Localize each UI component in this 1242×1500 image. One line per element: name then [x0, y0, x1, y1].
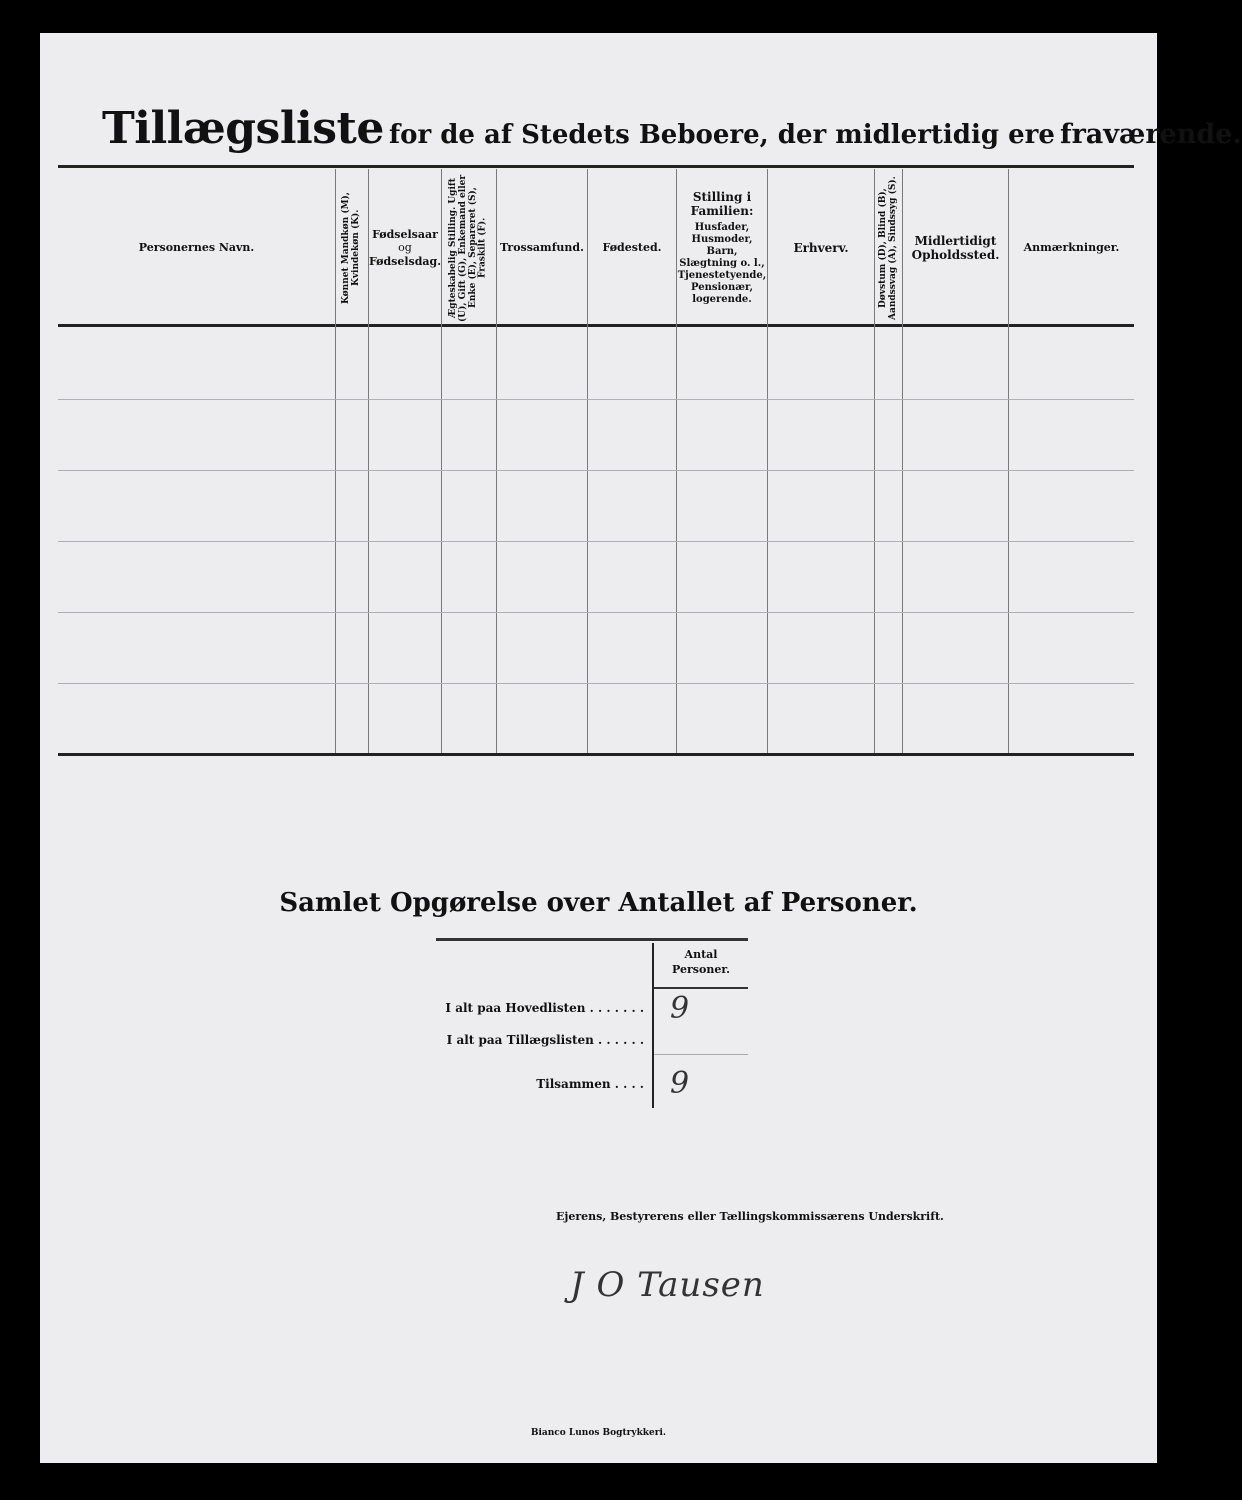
table-bottom-rule — [58, 753, 1134, 756]
printer-imprint: Bianco Lunos Bogtrykkeri. — [530, 1428, 667, 1438]
header-marital: Ægteskabelig Stilling. Ugift (U), Gift (G), Enkemand eller Enke (E), Separeret (S), Fraskilt (F). — [448, 174, 488, 322]
header-birth: Fødselsaar og Fødselsdag. — [368, 228, 442, 268]
summary-row-line — [654, 1054, 748, 1055]
signature: J O Tausen — [570, 1265, 765, 1305]
page-title — [102, 103, 1242, 154]
summary-rule — [436, 938, 748, 941]
summary-label-main: I alt paa Hovedlisten . . . . . . . — [445, 1001, 644, 1015]
header-family: Stilling i Familien: Husfader, Husmoder, Barn, Slægtning o. l., Tjenestetyende, Pensionær, logerende. — [677, 189, 767, 306]
table-row-line — [58, 470, 1134, 471]
summary-label-total: Tilsammen . . . . — [536, 1077, 644, 1091]
summary-col-header: Antal Personer. — [672, 948, 730, 977]
header-temp-residence: Midlertidigt Opholdssted. — [911, 233, 1000, 262]
signature-label: Ejerens, Bestyrerens eller Tællingskommissærens Underskrift. — [556, 1210, 944, 1223]
title-main: Tillægsliste — [102, 103, 384, 154]
table-row-line — [58, 541, 1134, 542]
summary-label-supplement: I alt paa Tillægslisten . . . . . . — [446, 1033, 644, 1047]
header-occupation: Erhverv. — [793, 240, 849, 255]
header-remarks: Anmærkninger. — [1023, 241, 1120, 255]
header-name: Personernes Navn. — [138, 241, 255, 255]
summary-value-main: 9 — [670, 991, 690, 1026]
header-religion: Trossamfund. — [500, 241, 584, 255]
title-end: fraværende. — [1059, 119, 1242, 150]
header-sex: Kønnet Mandkøn (M), Kvindekøn (K). — [341, 192, 361, 304]
table-row-line — [58, 612, 1134, 613]
table-row-line — [58, 683, 1134, 684]
title-middle: for de af Stedets Beboere, der midlertidig ere — [388, 120, 1055, 150]
table-top-rule — [58, 165, 1134, 168]
census-form-page — [40, 33, 1242, 1463]
table-header-rule — [58, 324, 1134, 327]
summary-header-rule — [654, 987, 748, 989]
table-row-line — [58, 399, 1134, 400]
summary-value-total: 9 — [670, 1066, 690, 1101]
header-disability: Døvstum (D), Blind (B), Aandssvag (A), Sindssyg (S). — [877, 176, 898, 320]
header-birthplace: Fødested. — [602, 241, 662, 255]
summary-title: Samlet Opgørelse over Antallet af Personer. — [279, 888, 918, 918]
